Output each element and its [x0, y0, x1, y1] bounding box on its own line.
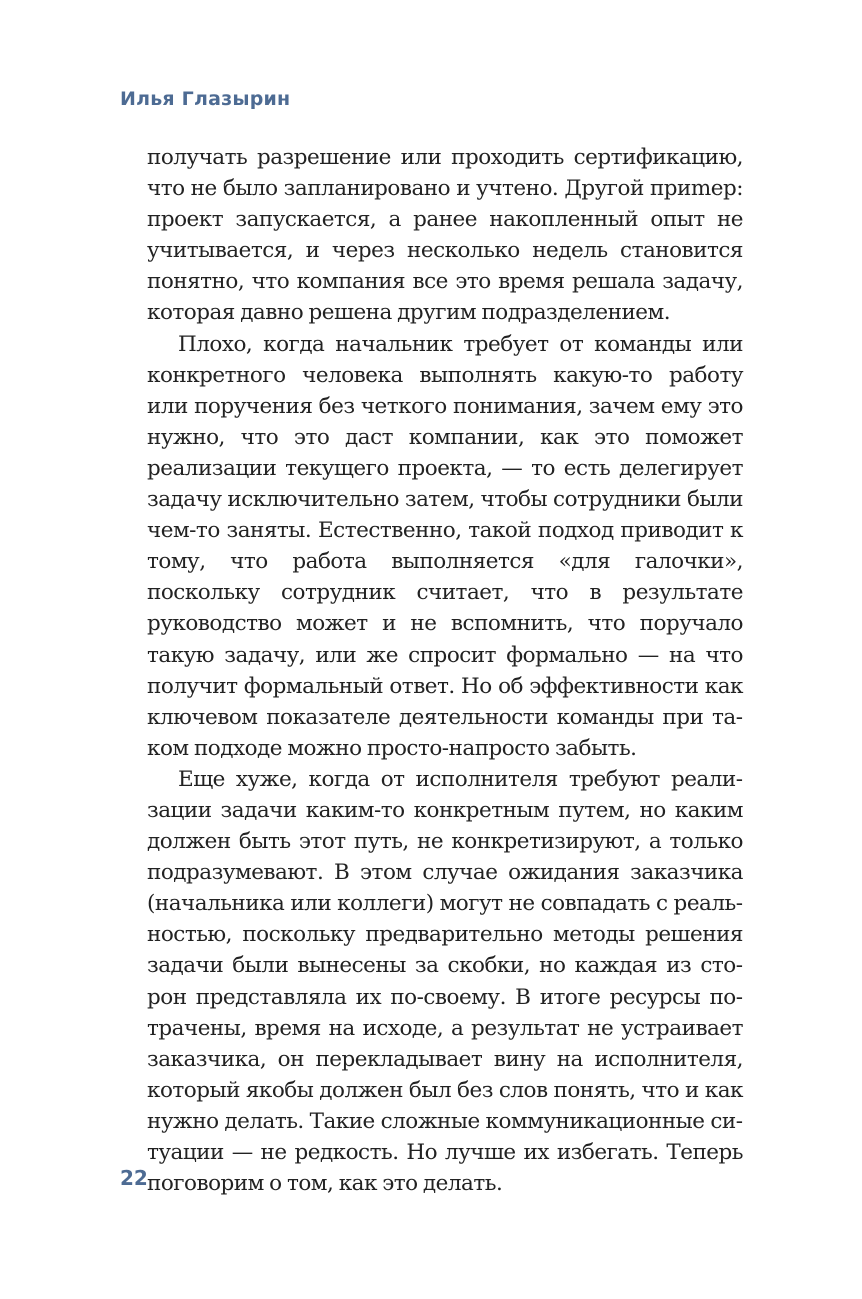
paragraph: Еще хуже, когда от исполнителя требуют реализации задачи каким-то конкретным путем, но каким должен быть этот путь, не конкретизируют, а только подразумевают. В этом случае ожидания заказчика (начальника или коллеги) могут не совпадать с реальностью, поскольку предварительно методы решения задачи были вынесены за скобки, но каждая из сторон представляла их по-своему. В итоге ресурсы потрачены, время на исходе, а результат не устраивает заказчика, он перекладывает вину на исполнителя, который якобы должен был без слов понять, что и как нужно делать. Такие сложные коммуникационные ситуации — не редкость. Но лучше их избегать. Теперь поговорим о том, как это делать. [147, 766, 743, 1197]
paragraph: Плохо, когда начальник требует от команды или конкретного человека выполнять какую-то работу или поручения без четкого понимания, зачем ему это нужно, что это даст компании, как это поможет реализации текущего проекта, — то есть делегирует задачу исключительно затем, чтобы сотрудники были чем-то заняты. Естественно, такой подход приводит к тому, что работа выполняется «для галочки», поскольку сотрудник считает, что в результате руководство может и не вспомнить, что поручало такую задачу, или же спросит формально — на что получит формальный ответ. Но об эффективности как ключевом показателе деятельности команды при таком подходе можно просто-напросто забыть. [147, 331, 743, 761]
body-text [147, 142, 743, 1199]
page-number: 22 [120, 1166, 148, 1190]
running-head-author: Илья Глазырин [120, 88, 291, 110]
paragraph: получать разрешение или проходить сертификацию, что не было запланировано и учтено. Другой приmер: проект запускается, а ранее накопленный опыт не учитывается, и через несколько недель становится понятно, что компания все это время решала задачу, которая давно решена другим подразделением. [147, 145, 743, 326]
